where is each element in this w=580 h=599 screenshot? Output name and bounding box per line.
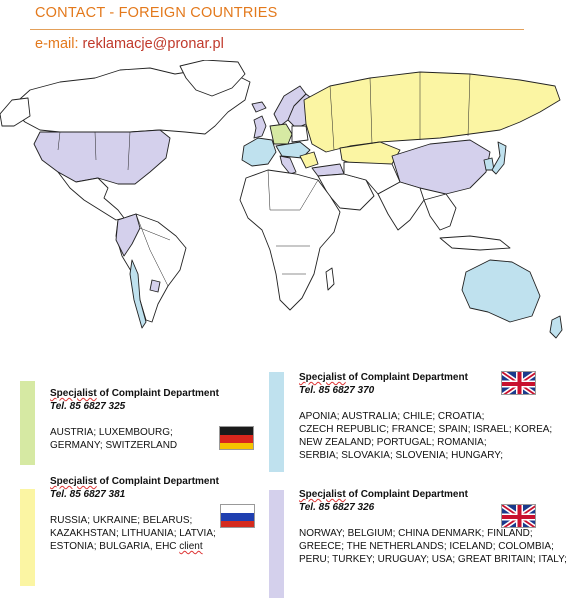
- email-line: [35, 36, 224, 52]
- map-france-spain: [242, 138, 276, 166]
- russia-flag: [220, 504, 255, 528]
- green-group-bar: [20, 381, 35, 465]
- specialist-word: Specjalist: [50, 388, 97, 399]
- map-se-asia: [424, 194, 456, 230]
- yellow-group-bar: [20, 489, 35, 586]
- specialist-title: of Complaint Department: [345, 372, 468, 383]
- purple-group-bar: [269, 490, 284, 598]
- title-divider: [30, 29, 524, 30]
- country-list-client: client: [179, 541, 203, 552]
- email-label: e-mail:: [35, 36, 83, 52]
- map-uk: [254, 116, 266, 138]
- map-new-zealand: [550, 316, 562, 338]
- page-title: CONTACT - FOREIGN COUNTRIES: [35, 5, 278, 21]
- specialist-title: of Complaint Department: [96, 476, 219, 487]
- blue-group-bar: [269, 372, 284, 472]
- specialist-word: Specjalist: [299, 489, 346, 500]
- map-germany: [270, 124, 292, 144]
- uk-flag: [501, 504, 536, 528]
- map-iceland: [252, 102, 266, 112]
- phone-number: Tel. 85 6827 381: [50, 489, 126, 500]
- phone-number: Tel. 85 6827 326: [299, 502, 375, 513]
- map-uruguay: [150, 280, 160, 292]
- map-madagascar: [326, 268, 334, 290]
- map-indonesia: [440, 236, 510, 250]
- phone-number: Tel. 85 6827 370: [299, 385, 375, 396]
- phone-number: Tel. 85 6827 325: [50, 401, 126, 412]
- map-japan: [492, 142, 506, 174]
- country-list: APONIA; AUSTRALIA; CHILE; CROATIA; CZECH REPUBLIC; FRANCE; SPAIN; ISRAEL; KOREA; NEW ZEALAND; PORTUGAL; ROMANIA; SERBIA; SLOVAKIA; SLOVENIA; HUNGARY;: [299, 411, 553, 461]
- country-list: AUSTRIA; LUXEMBOURG; GERMANY; SWITZERLAND: [50, 427, 178, 451]
- map-africa: [240, 170, 340, 310]
- map-australia: [462, 260, 540, 322]
- world-map: [0, 60, 580, 370]
- specialist-word: Specjalist: [50, 476, 97, 487]
- contact-card: [50, 387, 220, 452]
- specialist-title: of Complaint Department: [96, 388, 219, 399]
- specialist-word: Specjalist: [299, 372, 346, 383]
- uk-flag: [501, 371, 536, 395]
- map-poland: [292, 126, 308, 142]
- country-list-text: RUSSIA; UKRAINE; BELARUS; KAZAKHSTAN; LITHUANIA; LATVIA; ESTONIA; BULGARIA, EHC: [50, 515, 216, 552]
- map-russia: [304, 72, 560, 152]
- country-list: NORWAY; BELGIUM; CHINA DENMARK; FINLAND; GREECE; THE NETHERLANDS; ICELAND; COLOMBIA; PERU; TURKEY; URUGUAY; USA; GREAT BRITAIN; ITALY;: [299, 528, 567, 565]
- specialist-title: of Complaint Department: [345, 489, 468, 500]
- map-usa: [34, 130, 170, 184]
- map-italy: [280, 156, 296, 174]
- email-link[interactable]: reklamacje@pronar.pl: [82, 36, 224, 52]
- map-korea: [484, 158, 494, 170]
- germany-flag: [219, 426, 254, 450]
